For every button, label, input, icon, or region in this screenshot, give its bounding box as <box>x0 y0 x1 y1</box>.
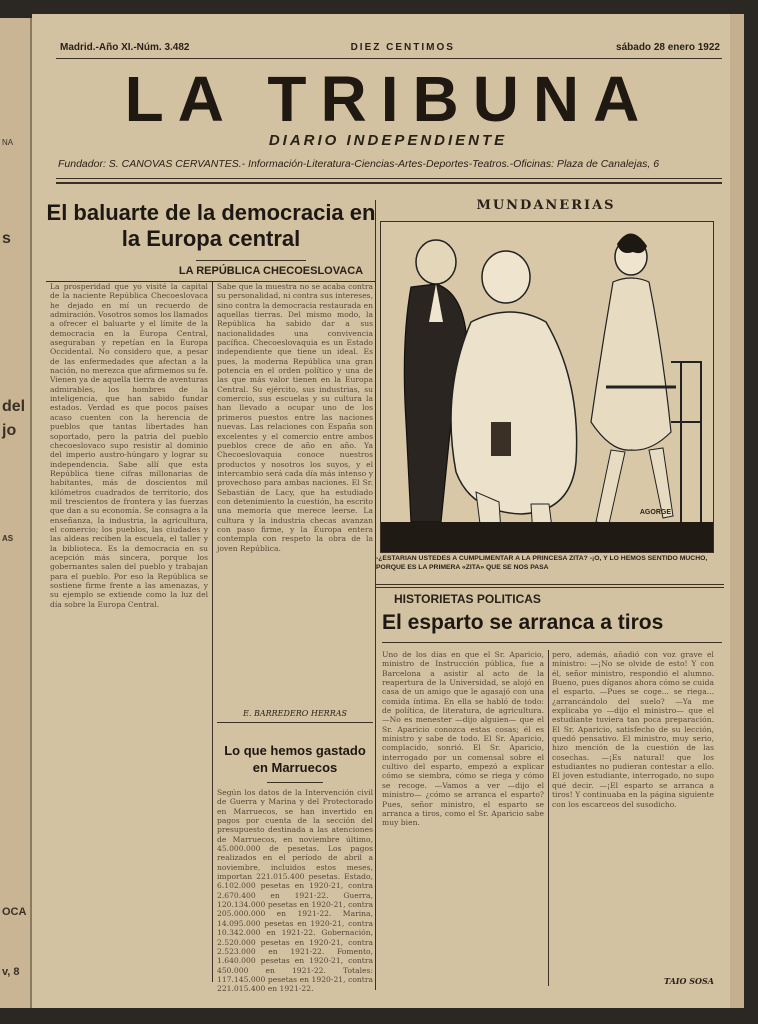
article-column <box>382 650 544 986</box>
top-rule <box>56 58 722 59</box>
prev-fragment: jo <box>2 422 17 439</box>
prev-fragment: AS <box>2 534 14 543</box>
issue-number: Madrid.-Año XI.-Núm. 3.482 <box>60 42 190 53</box>
section-rule <box>217 722 373 723</box>
article-signature-block <box>217 706 373 727</box>
article-body: Sabe que la muestra no se acaba contra su personalidad, ni contra sus intereses, sino contra la democracia restaurada en aquellas tierras. Del mismo modo, la República ha sabido dar a sus nacionalidades una convivencia pacífica. Checoeslovaquia es un Estado independiente que tiene un ideal. Es pues, la moderna República una gran potencia en el orden político y una de las que más valor tienen en la Europa Central. Su ejército, sus industrias, su comercio, sus escuelas y su cultura la han llevado a ocupar uno de los primeros puestos entre las naciones nuevas. Las relaciones con España son excelentes y el comercio entre ambos pueblos crece de año en año. Ya Checoeslovaquia conoce nuestros productos y nosotros los suyos, y el intercambio será cada día más intenso y provechoso para ambas naciones. El Sr. Sebastián de Lacy, que ha estudiado con detenimiento la cuestión, ha escrito una memoria que merece leerse. La cultura y la industria checas avanzan con paso firme, y la Europa entera contempla con respeto la obra de la joven República. <box>217 282 373 553</box>
column-rule <box>548 650 549 986</box>
price: DIEZ CENTIMOS <box>350 42 455 53</box>
previous-page-edge <box>0 18 32 1008</box>
article-body: Según los datos de la Intervención civil de Guerra y Marina y del Protectorado en Marruecos, se han invertido en pagos por cuenta de la sección del presupuesto destinada a las atenciones de Marruecos, en noviembre último, 45.000.000 de pesetas. Los pagos realizados en el período de abril a noviembre, incluidos estos meses, importan 221.015.400 pesetas. Estado, 6.102.000 pesetas en 1920-21, contra 2.670.400 en 1921-22. Guerra, 120.134.000 pesetas en 1920-21, contra 205.000.000 en 1921-22. Marina, 14.095.000 pesetas en 1920-21, contra 10.342.000 en 1921-22. Gobernación, 2.520.000 pesetas en 1920-21, contra 2.523.000 en 1921-22. Fomento, 1.640.000 pesetas en 1920-21, contra 450.000 en 1921-22. Totales: 117.145.000 pesetas en 1920-21, contra 221.015.400 en 1921-22. <box>217 788 373 994</box>
column-rule <box>375 200 376 990</box>
masthead-title: LA TRIBUNA <box>124 63 654 135</box>
masthead-rule-thick <box>56 182 722 184</box>
section-rule <box>376 587 724 588</box>
prev-fragment: OCA <box>2 906 27 918</box>
article-body: Uno de los días en que el Sr. Aparicio, ministro de Instrucción pública, fue a Barcelona a asistir al acto de la reapertura de la Universidad, se alojó en casa de un amigo que le agasajó con una comida íntima. En ella se habló de todo: de política, de literatura, de agricultura. —No es menester —dijo alguien— que el Sr. Aparicio conozca estas cosas; él es ministro y sabe de todo. El Sr. Aparicio, complacido, sonrió. El Sr. Aparicio, interrogado por un comensal sobre el cultivo del esparto, empezó a explicar cómo se siembra, cómo se riega y cómo se recoge. —Vamos a ver —dijo el ministro— ¿cómo se arranca el esparto? Pues, señor ministro, el esparto se arranca a tiros, como el Sr. Aparicio sabe muy bien. <box>382 650 544 828</box>
newspaper-page <box>32 14 744 1008</box>
article-column <box>552 650 714 976</box>
issue-date: sábado 28 enero 1922 <box>616 42 720 53</box>
page-edge-shadow <box>730 14 744 1008</box>
article-democracia <box>46 200 376 286</box>
prev-fragment: NA <box>2 138 14 147</box>
article-esparto <box>382 592 722 647</box>
article-kicker: HISTORIETAS POLITICAS <box>394 592 541 606</box>
prev-fragment: s <box>2 230 11 247</box>
article-kicker: LA REPÚBLICA CHECOESLOVACA <box>178 265 364 277</box>
cartoon-caption: -¿ESTARIAN USTEDES A CUMPLIMENTAR A LA PRINCESA ZITA? -¡O, Y LO HEMOS SENTIDO MUCHO, PORQUE ES LA PRIMERA «ZITA» QUE SE NOS PASA <box>376 555 708 571</box>
cartoon-illustration <box>380 221 714 553</box>
masthead-subtitle: DIARIO INDEPENDIENTE <box>268 132 508 149</box>
article-signature: E. BARREDERO HERRAS <box>243 709 347 718</box>
dateline <box>60 42 720 53</box>
headline-rule <box>382 642 722 643</box>
article-body: La prosperidad que yo visité la capital de la naciente República Checoeslovaca he dejado en mí un recuerdo de admiración. Vosotros somos los llamados a ofrecer el baluarte y el límite de la democracia en la Europa Central, aseguraban y repetían en la Europa Occidental. No considero que, a pesar de las enfermedades que afectan a la nación, no merezca que afirmemos su fe. Vienen ya de aquella tierra de aventuras admirables, los hombres de la inteligencia, que han sabido fundar estados. Verdad es que pocos países acaso cuenten con la herencia de pueblos que tantas libertades han soportado, pero la patria del pueblo checoeslovaco supo resistir al dominio del imperio austro-húngaro y lograr su independencia. Sabe allí que esta República tiene cifras millonarias de habitantes, más de doscientos mil kilómetros cuadrados de territorio, dos mil trescientos de frontera y las fuerzas que dan a su economía. Se consagra a la enseñanza, la industria, la agricultura, el comercio; los pueblos, las ciudades y las aldeas reciben la escuela, el taller y la biblioteca. Es la democracia en su acepción más sincera, porque los gobernantes salen del pueblo y trabajan para el pueblo. Por eso la República se sostiene firme frente a las amenazas, y su ejemplo se extiende como la luz del día sobre la Europa Central. <box>50 282 208 609</box>
cartoon-section-title: MUNDANERIAS <box>476 198 616 213</box>
cartoon-artist-signature: AGORGE <box>639 509 671 516</box>
article-column <box>217 788 373 994</box>
masthead-rule <box>56 178 722 179</box>
article-headline: Lo que hemos gastado en Marruecos <box>224 743 366 775</box>
cartoon-drawing <box>381 222 713 552</box>
prev-fragment: v, 8 <box>2 966 20 978</box>
article-signature: TAIO SOSA <box>664 976 714 986</box>
masthead-info: Fundador: S. CANOVAS CERVANTES.- Información-Literatura-Ciencias-Artes-Deportes-Teatros.-Oficinas: Plaza de Canalejas, 6 <box>58 158 660 170</box>
column-rule <box>212 282 213 982</box>
article-column <box>50 282 208 982</box>
section-rule <box>376 584 724 585</box>
article-headline: El esparto se arranca a tiros <box>382 611 664 634</box>
article-headline: El baluarte de la democracia en la Europa central <box>46 200 376 251</box>
prev-fragment: del <box>2 398 26 415</box>
headline-rule <box>267 782 323 783</box>
kicker-rule <box>196 260 306 261</box>
article-marruecos <box>217 736 373 789</box>
article-column <box>217 282 373 706</box>
article-body: pero, además, añadió con voz grave el ministro: —¡No se olvide de esto! Y con él, señor ministro, respondió el alumno. Bueno, pues díganos ahora cómo se cuida el esparto. —Pues se coge... se riega... ¿arrancándolo del suelo? —Ya me explicaba yo —dijo el ministro— que el estudiante tuviera tan poca preparación. El Sr. Aparicio, satisfecho de su lección, quedó pensativo. El ministro, muy serio, hizo mención de la cuestión de las cosechas. —¡Es natural! que los estudiantes no pudieran contestar a ello. El joven estudiante, interrogado, no supo qué decir. —¡El esparto se arranca a tiros! Y continuaba en la página siguiente con los escarceos del susodicho. <box>552 650 714 809</box>
